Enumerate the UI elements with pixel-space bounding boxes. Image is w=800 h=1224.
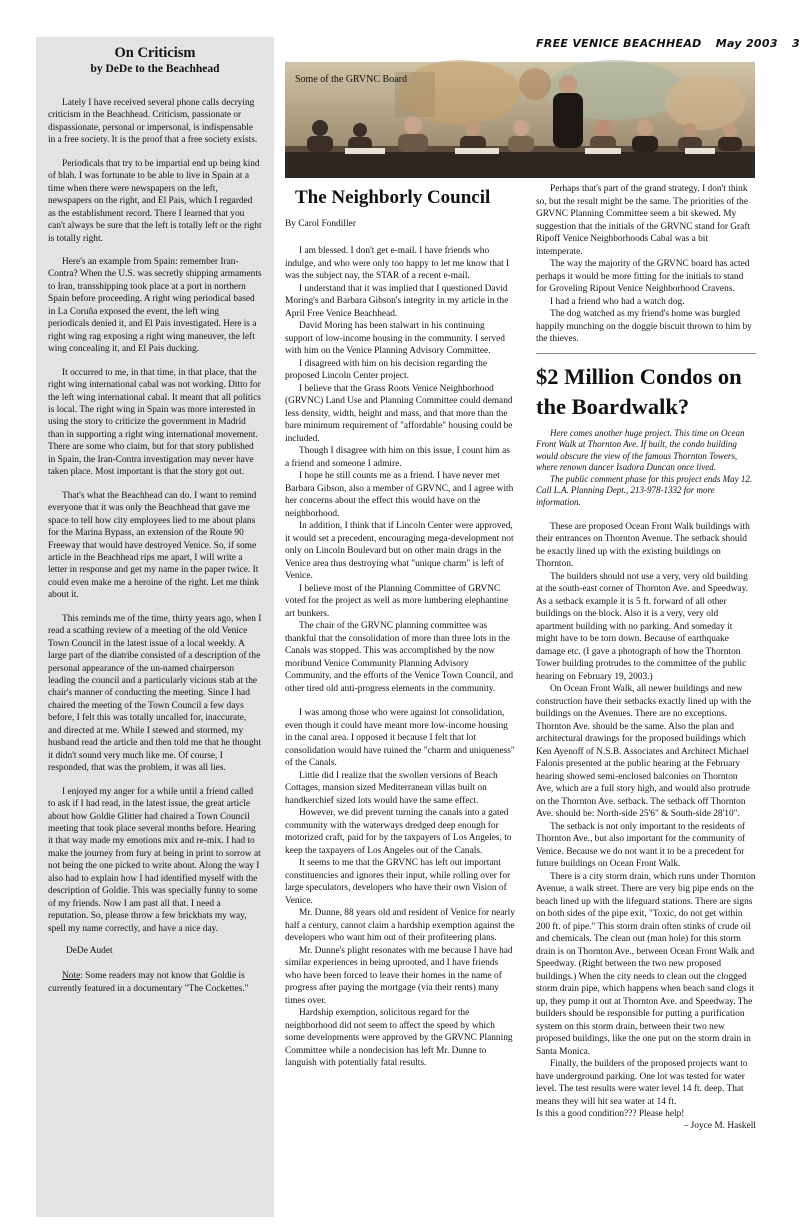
paragraph: I am blessed. I don't get e-mail. I have friends who indulge, and who were only too happy to let me know that I was the subject nay, the STAR of a recent e-mail. bbox=[285, 246, 510, 281]
article-note bbox=[48, 970, 262, 995]
divider bbox=[536, 353, 756, 354]
article-title: On Criticism bbox=[114, 45, 196, 61]
board-photo bbox=[285, 62, 755, 178]
paragraph: I was among those who were against lot consolidation, even though it could have meant more low-income housing in the canal area. I opposed it because I felt that lot consolidation would have ruined the "charm and uniqueness" of the Canals. bbox=[285, 708, 515, 768]
page-number: 3 bbox=[791, 37, 800, 50]
closing-line: Is this a good condition??? Please help! bbox=[536, 1109, 685, 1120]
paragraph: However, we did prevent turning the canals into a gated community with the waterways dredged deep enough for motorized craft, paid for by the taxpayers of Los Angeles, to keep the taxpayers of Los Angeles out of the Canals. bbox=[285, 808, 512, 856]
right-column bbox=[536, 183, 756, 1131]
paragraph: Little did I realize that the swollen versions of Beach Cottages, mansion sized Mediterranean villas built on handkerchief sized lots would have the same effect. bbox=[285, 770, 498, 806]
paragraph: David Moring has been stalwart in his continuing support of low-income housing in the community. I served with him on the Venice Planning Advisory Committee. bbox=[285, 321, 505, 356]
paragraph: It seems to me that the GRVNC has left out important constituencies and ignores their input, while rolling over for large speculators, developers who have their own Vision of Venice. bbox=[285, 858, 511, 906]
paragraph: Though I disagree with him on this issue, I count him as a friend and someone I admire. bbox=[285, 446, 510, 469]
article-byline: by DeDe to the Beachhead bbox=[90, 63, 220, 75]
paragraph: Hardship exemption, solicitous regard for the neighborhood did not seem to affect the speed by which some developments were approved by the GRVNC Planning Committee while a nondecision has left Mr. Dunne to languish with potentially fatal results. bbox=[285, 1008, 513, 1068]
paragraph: The chair of the GRVNC planning committee was thankful that the consolidation of more than three lots in the Canals was stopped. This was accomplished by the now moribund Venice Community Planning Advisory Community, and the efforts of the Venice Town Council, and other tired old anti-progress elements in the community. bbox=[285, 621, 514, 694]
paragraph: I hope he still counts me as a friend. I have never met Barbara Gibson, also a member of GRVNC, and I agree with her concerns about the effect this would have on the neighborhood. bbox=[285, 471, 514, 519]
paragraph: I disagreed with him on his decision regarding the proposed Lincoln Center project. bbox=[285, 358, 487, 381]
paragraph: Mr. Dunne, 88 years old and resident of Venice for nearly half a century, cannot claim a hardship exemption against the developers who want him out of their profiteering plans. bbox=[285, 908, 515, 943]
paragraph: That's what the Beachhead can do. I want to remind everyone that it was only the Beachhead that gave me space to tell how city employees lied to me about plans for the Marina Bypass, an extension of the Route 90 Freeway that would have destroyed Venice. So, if some article in the Beachhead rips me apart, I will write a letter in response and get my name in the paper twice. It could even make me a heroine of the right. Let me think about it. bbox=[48, 490, 259, 601]
article-title: The Neighborly Council bbox=[295, 187, 491, 208]
paragraph: The way the majority of the GRVNC board has acted perhaps it would be more fitting for the initials to stand for Groveling Ripout Venice Neighborhood Cravens. bbox=[536, 259, 750, 294]
paragraph: In addition, I think that if Lincoln Center were approved, it would set a precedent, encouraging mega-development not only on Lincoln Boulevard but on other main drags in the Venice area thus destroying what "unique charm" is left of Venice. bbox=[285, 521, 514, 581]
paragraph: On Ocean Front Walk, all newer buildings and new construction have their setbacks exactly lined up with the buildings on the Avenues. There are no exceptions. Thornton Ave. should be the same. Also the plan and architectural drawings for the proposed buildings which Ken Ayenoff of N.S.B. Associates and Architect Michael Falonis presented at the public hearing at the February hearing showed semi-enclosed balconies on Thornton Ave, which are a full story high, and would also protrude on the Thornton Ave. setback. The setback off Thornton Ave. should be: North-side 25'6" & South-side 28'10". bbox=[536, 684, 752, 820]
paragraph: Finally, the builders of the proposed projects want to have underground parking. One lot was tested for water level. The test results were water level 14 ft. deep. That means they will hit sea water at 14 ft. bbox=[536, 1059, 748, 1107]
paragraph: There is a city storm drain, which runs under Thornton Avenue, a walk street. There are very big pipe ends on the beach lined up with the lifeguard stations. There are signs on both sides of the pipe exit, "Toxic, do not get within 200 ft. of pipe." This storm drain often stinks of crude oil and chemicals. The clean out (man hole) for this storm drain is on Thornton Ave., between Ocean Front Walk and Speedway. (Right between the two new proposed buildings.) When the city needs to clean out the clogged storm drain pipe, which happens when beach sand clogs it up, they pump it out at Thornton Ave. and Speedway. The builders should be responsible for putting a purification system on this storm drain, between their two new proposed buildings, like the one put on the storm drain in Santa Monica. bbox=[536, 871, 756, 1057]
article-title: $2 Million Condos on the Boardwalk? bbox=[536, 363, 742, 419]
article-intro: Here comes another huge project. This time on Ocean Front Walk at Thornton Ave. If built, the condo building would obscure the view of the famous Thornton Towers, where renown dancer Isadora Duncan once lived. bbox=[536, 427, 745, 473]
paragraph: Lately I have received several phone calls decrying criticism in the Beachhead. Criticism, passionate or dispassionate, personal or impersonal, is indispensable in a free society. It is the proof that a free society exists. bbox=[48, 98, 258, 146]
paragraph: This reminds me of the time, thirty years ago, when I read a scathing review of a meeting of the old Venice Town Council in the latest issue of a local weekly. A large part of the diatribe consisted of a description of the personal appearance of the un-named chairperson leading the council and a particularly vicious stab at the chair's manner of conducting the meeting. Since I had chaired the meeting of the Town Council a few days before, I felt this was totally uncalled for, inaccurate, and directed at me. While I stewed and stormed, my husband read the article and then told me that he thought it didn't sound very much like me. Of course, I responded, that was the problem, it was all lies. bbox=[48, 613, 262, 774]
paper-name: FREE VENICE BEACHHEAD bbox=[536, 37, 702, 50]
paragraph: These are proposed Ocean Front Walk buildings with their entrances on Thornton Avenue. The setback should be exactly lined up with the existing buildings on Thornton. bbox=[536, 521, 750, 570]
article-intro: The public comment phase for this project ends May 12. Call L.A. Planning Dept., 213-978-1332 for more information. bbox=[536, 473, 753, 508]
note-text: : Some readers may not know that Goldie is currently featured in a documentary "The Cockettes." bbox=[48, 971, 249, 994]
paragraph: I had a friend who had a watch dog. bbox=[550, 296, 685, 307]
paragraph: Mr. Dunne's plight resonates with me because I have had similar experiences in being uprooted, and I have friends who have been forced to leave their homes in the name of progress after paying the mortgage (via their rents) many times over. bbox=[285, 945, 513, 1006]
neighborly-council-column bbox=[285, 183, 515, 1070]
article-byline: By Carol Fondiller bbox=[285, 219, 356, 229]
paragraph: I enjoyed my anger for a while until a friend called to ask if I had read, in the latest issue, the great article about how Goldie Glitter had chaired a Town Council meeting that took place several months before. Hearing it that way made my emotions mix and re-mix. I had to make the journey from fury at being in print to sorrow at not being the one picked to write about. Along the way I also had to explain how I had identified myself with the description of Goldie. This was specially funny to some of my friends. Now I am past all that. I need a reputation. So, please throw a few brickbats my way, spell my name correctly, and have a nice day. bbox=[48, 786, 261, 934]
note-label: Note bbox=[62, 971, 81, 982]
paragraph: The setback is not only important to the residents of Thornton Ave., but also important for the community of Venice. Because we do not want it to be a precedent for future buildings on Ocean Front Walk. bbox=[536, 821, 746, 870]
paragraph: The dog watched as my friend's home was burgled happily munching on the doggie biscuit thrown to him by the thieves. bbox=[536, 309, 752, 344]
issue-date: May 2003 bbox=[715, 37, 778, 50]
paragraph: I believe most of the Planning Committee of GRVNC voted for the project as well as more lumbering elephantine art bunkers. bbox=[285, 583, 509, 619]
page-header bbox=[536, 37, 800, 50]
paragraph: I understand that it was implied that I questioned David Moring's and Barbara Gibson's integrity in my article in the April Free Venice Beachhead. bbox=[285, 283, 509, 319]
paragraph: It occurred to me, in that time, in that place, that the right wing international cabal was not working. Ditto for the left wing international cabal. It meant that all politics is local. The right wing in Spain was more interested in using the story to criticize the government in Madrid than in supporting a right wing international movement. There are some who claim, but for that story published in Spain, the Iran-Contra investigation may never have taken place. Most important is that the story got out. bbox=[48, 367, 261, 478]
photo-caption: Some of the GRVNC Board bbox=[295, 74, 407, 85]
article-signature: – Joyce M. Haskell bbox=[683, 1120, 756, 1131]
paragraph: Here's an example from Spain: remember Iran-Contra? When the U.S. was secretly shipping armaments to Iran, transshipping took place at a port in northern Spain before proceeding. A right wing periodical based in La Coruña exposed the event, the left wing periodicals denied it, and El Pais investigated. Here is a right wing rag exposing a right wing maneuver, the left wing concealing it, and El Pais ducking. bbox=[48, 256, 262, 355]
paragraph: The builders should not use a very, very old building at the south-east corner of Thornton Ave. and Speedway. As a setback example it is 5 ft. forward of all other buildings on the block. Also it is a very, very old apartment building with no parking. And someday it might have to be torn down. Because of earthquake damage etc. (I gave a photograph of how the Thornton Tower building protrudes to the committee of the public hearing on February 19, 2003.) bbox=[536, 571, 749, 682]
on-criticism-column bbox=[36, 37, 274, 1217]
paragraph: Periodicals that try to be impartial end up being kind of blah. I was fortunate to be able to live in Spain at a time when there were newspapers on the left, newspapers on the right, and El Pais, which I regarded as the establishment record. There I learned that you can't always be sure that the left is totally left or the right is totally right. bbox=[48, 158, 262, 244]
paragraph: Perhaps that's part of the grand strategy. I don't think so, but the result might be the same. The priorities of the GRVNC Planning Committee seem a bit skewed. My suggestion that the initials of the GRVNC stand for Graft Ripoff Venice Neighborhoods Cabal was a bit intemperate. bbox=[536, 184, 751, 257]
article-signature: DeDe Audet bbox=[66, 946, 113, 957]
paragraph: I believe that the Grass Roots Venice Neighborhood (GRVNC) Land Use and Planning Committee could demand less density, width, height and mass, and that more than the bare minimum requirement of "affordable" housing could be included. bbox=[285, 383, 513, 444]
